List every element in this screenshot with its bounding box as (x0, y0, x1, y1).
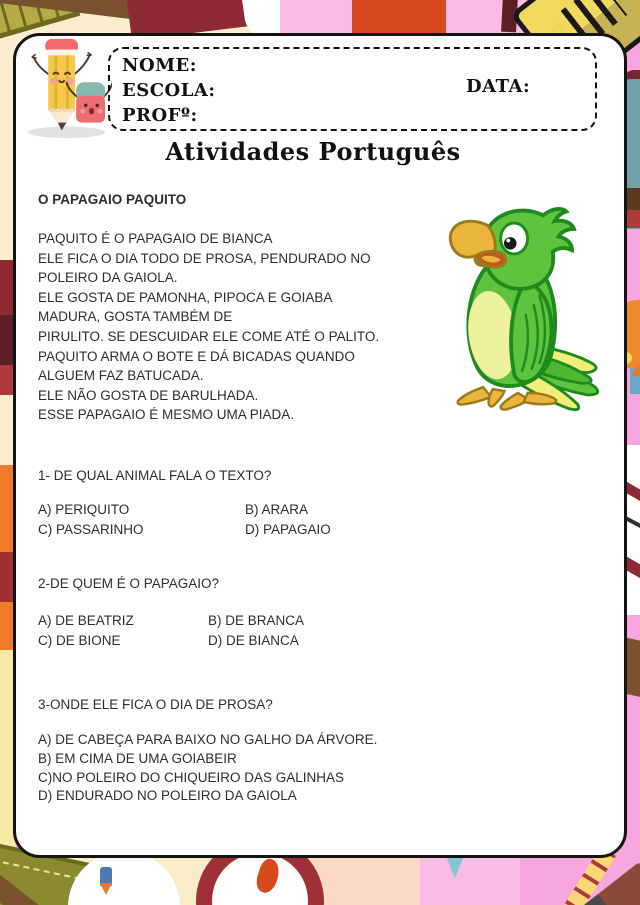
option-a: A) DE BEATRIZ (38, 613, 134, 628)
paintbrush-icon (100, 867, 112, 887)
option-d: D) ENDURADO NO POLEIRO DA GAIOLA (38, 788, 297, 804)
date-field-label: DATA: (466, 76, 531, 97)
option-c: C) DE BIONE (38, 632, 121, 648)
reading-line: ALGUEM FAZ BATUCADA. (38, 368, 204, 384)
reading-line: ELE GOSTA DE PAMONHA, PIPOCA E GOIABA (38, 289, 333, 305)
paintbrush-icon (630, 368, 640, 394)
school-field-label: ESCOLA: (122, 80, 216, 101)
reading-line: ELE FICA O DIA TODO DE PROSA, PENDURADO NO (38, 250, 371, 266)
bg-teal-drop (446, 856, 464, 887)
pencil-cheek (67, 78, 74, 85)
pencil-cheek (50, 78, 57, 85)
reading-heading: O PAPAGAIO PAQUITO (38, 192, 187, 207)
question-3-prompt: 3-ONDE ELE FICA O DIA DE PROSA? (38, 697, 273, 712)
question-2-options (38, 611, 304, 650)
option-d: D) PAPAGAIO (245, 521, 331, 537)
option-c: C) PASSARINHO (38, 521, 144, 537)
eraser-cheek (98, 109, 103, 114)
parrot-illustration (424, 198, 610, 420)
option-c: C)NO POLEIRO DO CHIQUEIRO DAS GALINHAS (38, 769, 345, 785)
option-b: B) DE BRANCA (208, 613, 305, 628)
option-b: B) EM CIMA DE UMA GOIABEIR (38, 750, 237, 766)
option-a: A) DE CABEÇA PARA BAIXO NO GALHO DA ÁRVORE. (38, 732, 378, 747)
eraser-eye (96, 104, 99, 107)
reading-passage (38, 229, 438, 425)
question-3-options (38, 731, 377, 806)
page-title: Atividades Português (165, 137, 461, 166)
eraser-eye (84, 104, 87, 107)
pencil-arm (34, 57, 49, 74)
name-field-label: NOME: (122, 55, 197, 76)
option-d: D) DE BIANCA (208, 632, 299, 648)
eraser-cheek (80, 109, 85, 114)
pencil-and-eraser-mascots-illustration (20, 36, 112, 140)
reading-line: MADURA, GOSTA TAMBÉM DE (38, 309, 233, 325)
question-1-options (38, 500, 331, 539)
notebook-icon (352, 0, 446, 36)
reading-line: POLEIRO DA GAIOLA. (38, 270, 178, 286)
reading-line: ELE NÃO GOSTA DE BARULHADA. (38, 387, 259, 403)
teacher-field-label: PROFº: (122, 105, 198, 126)
reading-line: PAQUITO É O PAPAGAIO DE BIANCA (38, 231, 273, 246)
reading-line: PAQUITO ARMA O BOTE E DÁ BICADAS QUANDO (38, 348, 355, 364)
option-a: A) PERIQUITO (38, 502, 130, 517)
question-2-prompt: 2-DE QUEM É O PAPAGAIO? (38, 576, 220, 591)
reading-line: PIRULITO. SE DESCUIDAR ELE COME ATÉ O PALITO. (38, 328, 380, 344)
option-b: B) ARARA (245, 502, 309, 517)
question-1-prompt: 1- DE QUAL ANIMAL FALA O TEXTO? (38, 468, 272, 483)
eraser-mouth (89, 108, 94, 115)
reading-line: ESSE PAPAGAIO É MESMO UMA PIADA. (38, 407, 295, 423)
